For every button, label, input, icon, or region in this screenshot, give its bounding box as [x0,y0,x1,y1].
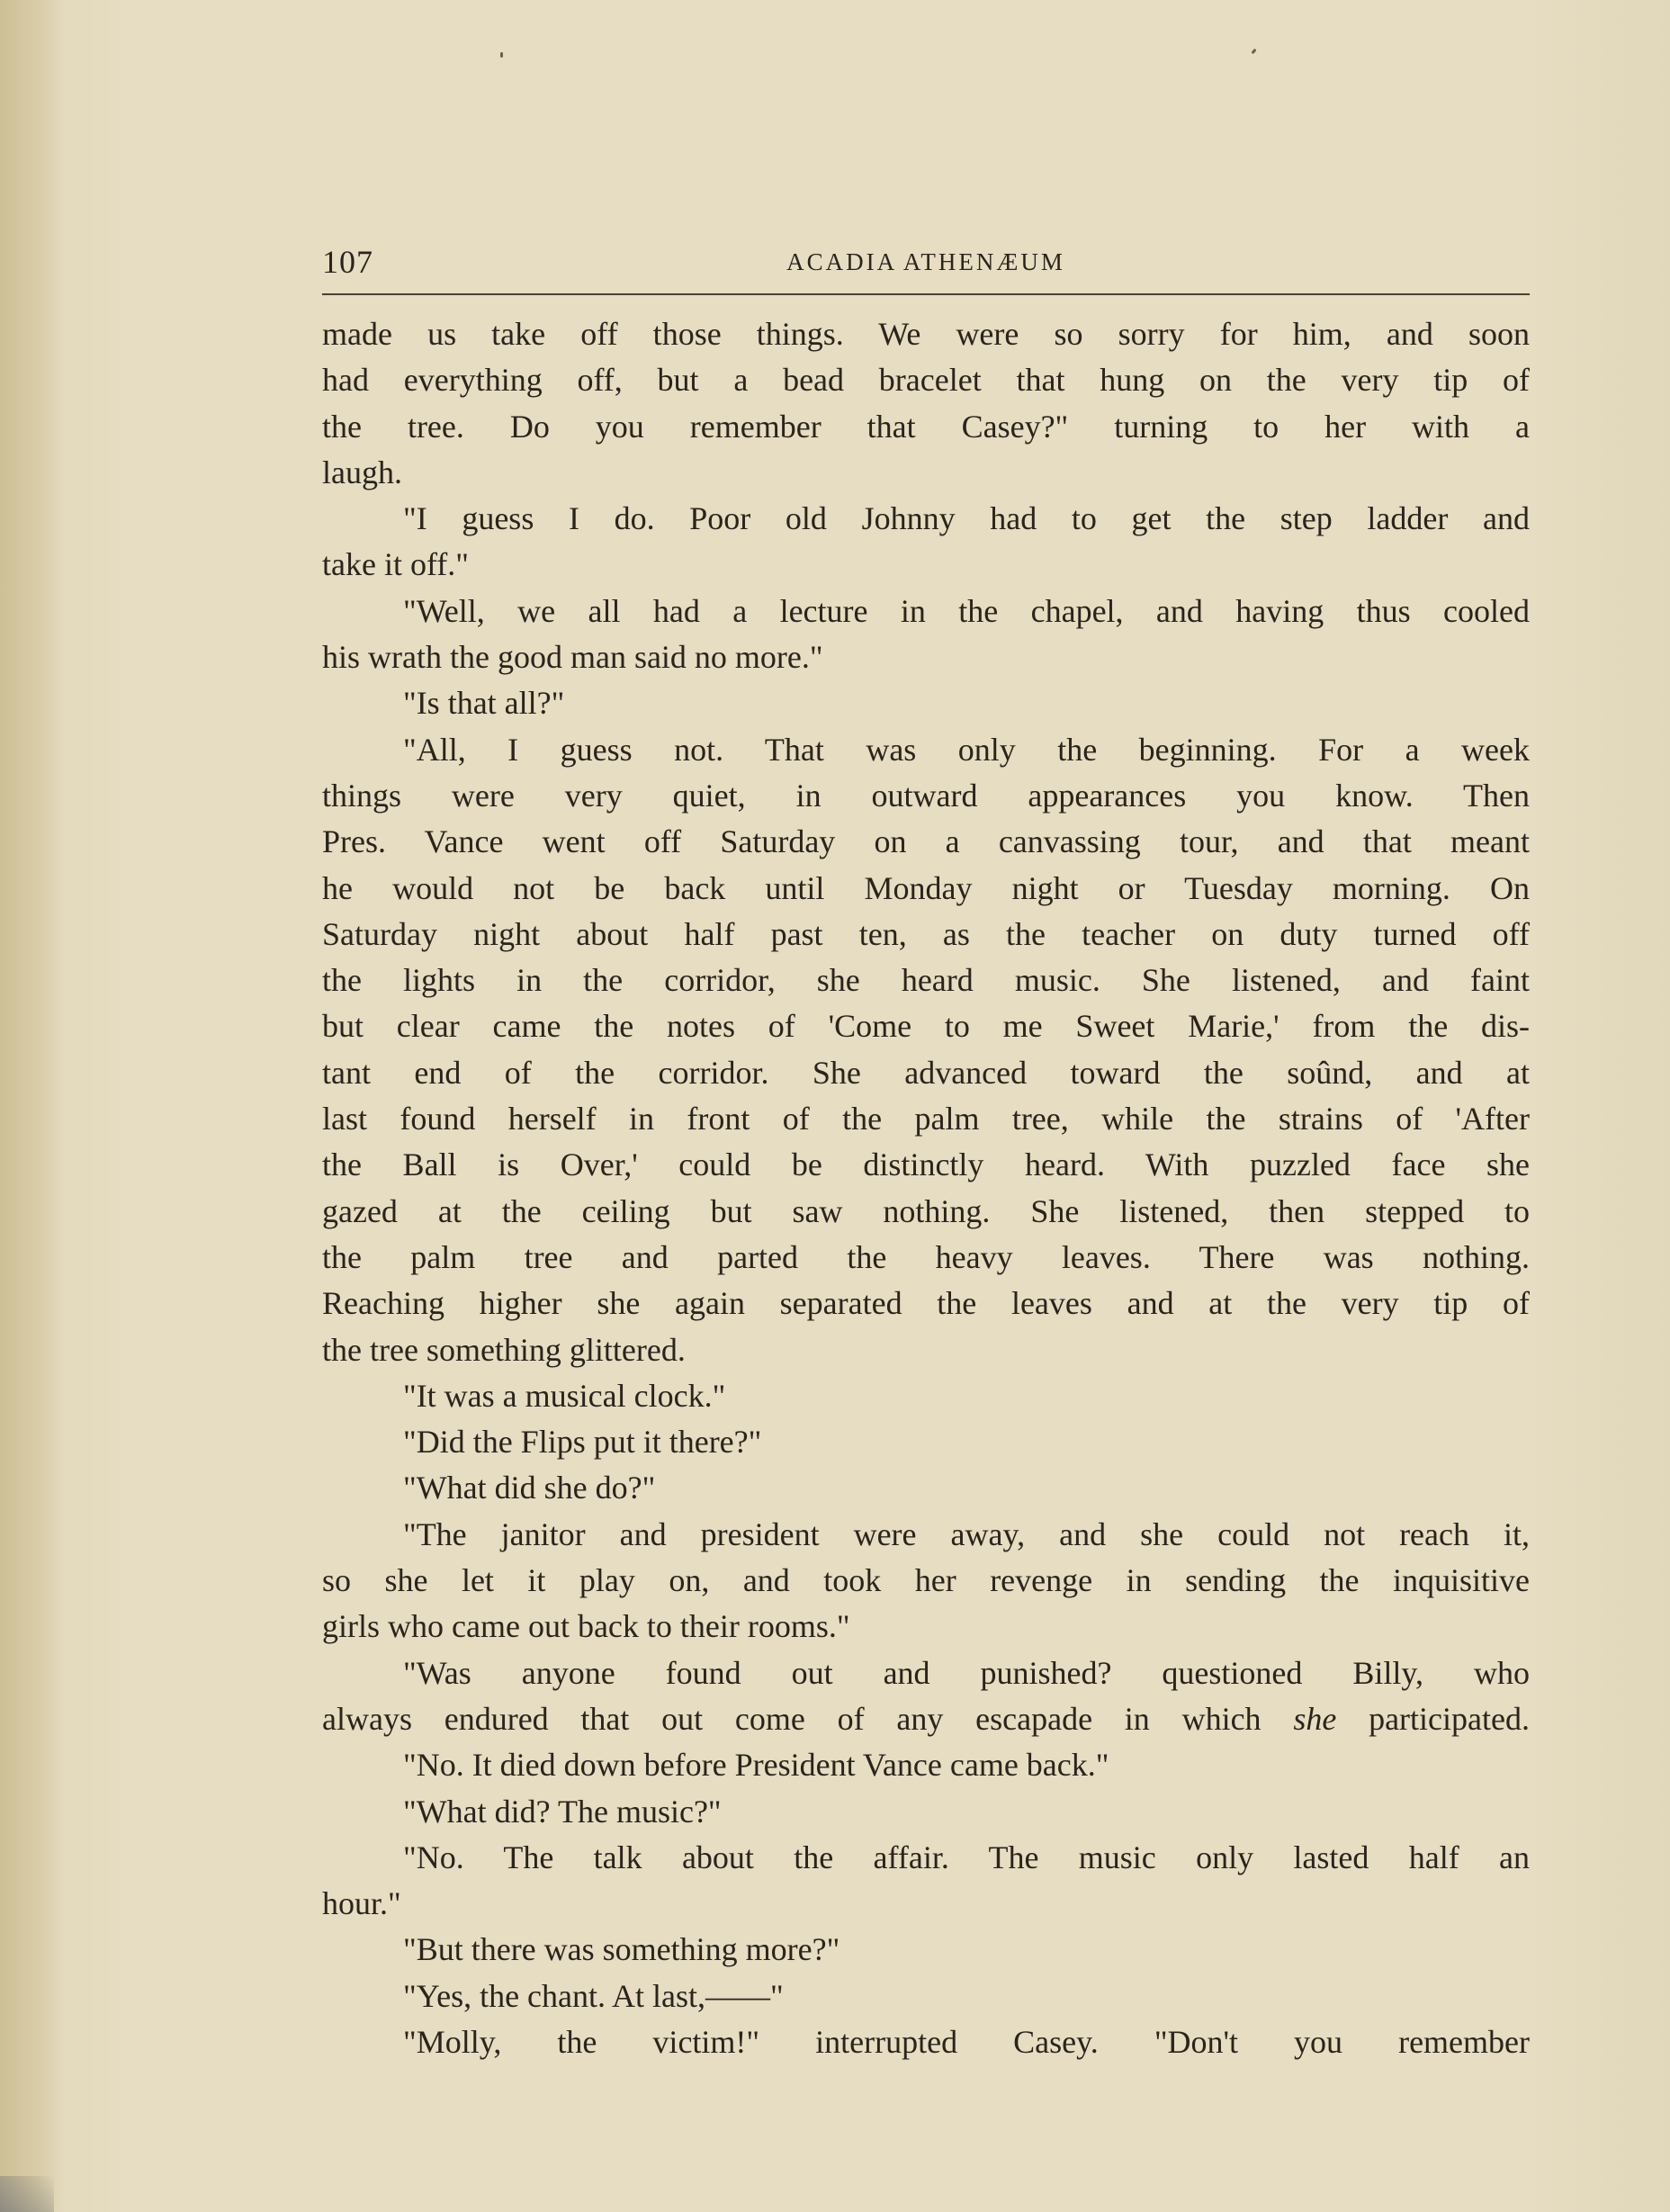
text-line-content: he would not be back until Monday night or Tuesday morning. On [322,869,1530,906]
ink-speck [500,52,503,58]
text-line [322,1050,1530,1096]
text-line [322,589,1530,634]
text-line-content: things were very quiet, in outward appearances you know. Then [322,777,1530,814]
text-line [322,450,1530,496]
text-line [322,680,1530,726]
text-line-content: "Was anyone found out and punished? questioned Billy, who [403,1654,1530,1691]
text-line-content: "All, I guess not. That was only the beginning. For a week [403,731,1530,768]
text-line [322,1373,1530,1419]
text-line-content: the tree. Do you remember that Casey?" turning to her with a [322,408,1530,445]
ink-speck [1251,49,1256,55]
text-line-content: gazed at the ceiling but saw nothing. She listened, then stepped to [322,1192,1530,1229]
text-line [322,1789,1530,1835]
text-line [322,819,1530,865]
text-line [322,1512,1530,1558]
text-line [322,357,1530,403]
text-line-continuation: participated. [1336,1700,1530,1737]
text-line [322,1096,1530,1142]
header-rule [322,293,1530,295]
text-line [322,727,1530,773]
text-line-content: girls who came out back to their rooms." [322,1608,850,1645]
text-line [322,1558,1530,1604]
text-line-content: the lights in the corridor, she heard music. She listened, and faint [322,962,1530,999]
text-line [322,404,1530,450]
text-line [322,1235,1530,1281]
text-line [322,1604,1530,1650]
text-line-content: so she let it play on, and took her revenge in sending the inquisitive [322,1562,1530,1599]
text-line-content: "No. It died down before President Vance came back." [403,1747,1109,1784]
text-line [322,912,1530,958]
page-header [322,243,1530,293]
text-line-content: "But there was something more?" [403,1931,840,1968]
text-line [322,1281,1530,1326]
text-line-content: "Well, we all had a lecture in the chapel, and having thus cooled [403,592,1530,629]
text-line [322,1650,1530,1696]
text-line [322,1465,1530,1511]
text-line-content: "Is that all?" [403,685,565,722]
text-line [322,1974,1530,2019]
text-line [322,1189,1530,1235]
text-line [322,1881,1530,1927]
text-line [322,634,1530,680]
text-line-content: "What did? The music?" [403,1793,722,1830]
text-line-content: "Did the Flips put it there?" [403,1424,762,1461]
text-line-content: Reaching higher she again separated the leaves and at the very tip of [322,1285,1530,1322]
text-line-content: always endured that out come of any escapade in which [322,1700,1294,1737]
body-text [322,311,1530,2065]
text-line-content: had everything off, but a bead bracelet that hung on the very tip of [322,362,1530,399]
italic-word: she [1293,1700,1337,1737]
page-corner-shadow [0,2176,54,2212]
text-line [322,1419,1530,1465]
text-line-content: "I guess I do. Poor old Johnny had to get the step ladder and [403,500,1530,537]
text-line [322,1142,1530,1188]
text-line [322,1835,1530,1881]
text-line [322,866,1530,912]
text-line [322,1327,1530,1373]
page-number: 107 [322,244,373,280]
text-line-content: tant end of the corridor. She advanced toward the soûnd, and at [322,1054,1530,1091]
text-line [322,542,1530,588]
text-line-content: but clear came the notes of 'Come to me Sweet Marie,' from the dis- [322,1008,1530,1045]
text-line [322,311,1530,357]
text-line-content: Pres. Vance went off Saturday on a canvassing tour, and that meant [322,823,1530,860]
text-line [322,1927,1530,1973]
text-line-content: the tree something glittered. [322,1331,686,1368]
text-line-content: "What did she do?" [403,1470,656,1506]
text-line [322,773,1530,819]
text-line-content: "No. The talk about the affair. The music only lasted half an [403,1839,1530,1875]
text-line [322,2019,1530,2065]
text-line-content: "Yes, the chant. At last,——" [403,1977,784,2014]
text-line-content: "The janitor and president were away, and she could not reach it, [403,1515,1530,1552]
running-head: ACADIA ATHENÆUM [786,248,1065,275]
text-line-content: "It was a musical clock." [403,1377,726,1414]
text-line-content: the Ball is Over,' could be distinctly heard. With puzzled face she [322,1146,1530,1183]
text-line [322,958,1530,1003]
text-line [322,1742,1530,1788]
text-line-content: the palm tree and parted the heavy leaves. There was nothing. [322,1238,1530,1275]
page-spine-shadow [0,0,63,2212]
text-line-content: take it off." [322,546,469,583]
text-line-content: last found herself in front of the palm tree, while the strains of 'After [322,1101,1530,1137]
text-line-content: made us take off those things. We were so sorry for him, and soon [322,316,1530,352]
text-line [322,1003,1530,1049]
text-line [322,1696,1530,1742]
text-line-content: "Molly, the victim!" interrupted Casey. "Don't you remember [403,2023,1530,2060]
text-line-content: Saturday night about half past ten, as the teacher on duty turned off [322,915,1530,952]
text-line [322,496,1530,542]
text-line-content: hour." [322,1885,401,1922]
text-line-content: laugh. [322,454,402,490]
text-line-content: his wrath the good man said no more." [322,639,823,676]
